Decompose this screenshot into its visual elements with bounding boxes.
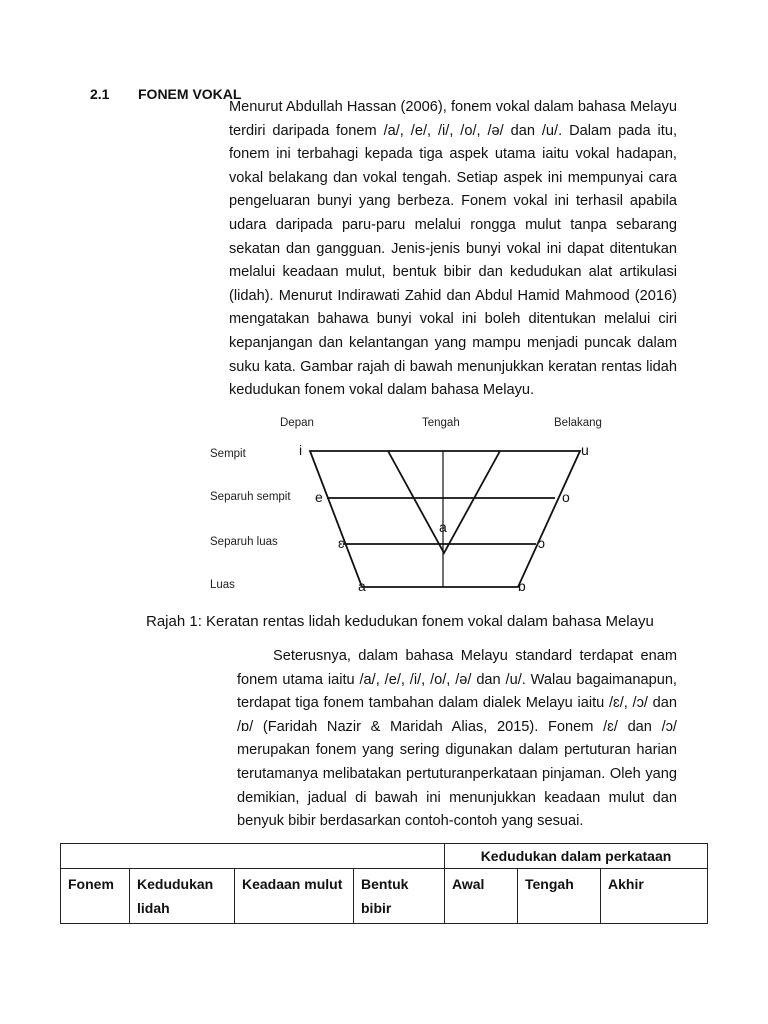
label-close: Sempit	[210, 448, 246, 460]
vowel-a: a	[358, 578, 366, 594]
table-group-header: Kedudukan dalam perkataan	[445, 844, 708, 869]
table-header-row	[61, 869, 708, 924]
vowel-diagram-svg	[200, 408, 620, 598]
section-number: 2.1	[90, 86, 110, 102]
vowel-diagram	[200, 408, 620, 598]
header-awal: Awal	[445, 869, 518, 924]
header-tengah: Tengah	[518, 869, 601, 924]
section-title: FONEM VOKAL	[138, 86, 242, 102]
header-bentuk-bibir: Bentuk bibir	[354, 869, 445, 924]
vowel-e: e	[315, 489, 323, 505]
section-heading	[90, 86, 241, 102]
header-kedudukan-lidah: Kedudukan lidah	[130, 869, 235, 924]
vowel-i: i	[299, 442, 303, 458]
vowel-open-o: ɔ	[538, 535, 545, 551]
header-fonem: Fonem	[61, 869, 130, 924]
vowel-u: u	[581, 442, 589, 458]
vowel-schwa: a	[439, 519, 447, 535]
header-keadaan-mulut: Keadaan mulut	[235, 869, 354, 924]
vowel-open-back: ɒ	[518, 578, 526, 594]
intro-paragraph: Menurut Abdullah Hassan (2006), fonem vokal dalam bahasa Melayu terdiri daripada fonem /a/, /e/, /i/, /o/, /ə/ dan /u/. Dalam pada itu, fonem ini terbahagi kepada tiga aspek utama iaitu vokal hadapan, vokal belakang dan vokal tengah. Setiap aspek ini mempunyai cara pengeluaran bunyi yang berbeza. Fonem vokal ini terhasil apabila udara daripada paru-paru melalui rongga mulut tanpa sebarang sekatan dan gangguan. Jenis-jenis bunyi vokal ini dapat ditentukan melalui keadaan mulut, bentuk bibir dan kedudukan alat artikulasi (lidah). Menurut Indirawati Zahid dan Abdul Hamid Mahmood (2016) mengatakan bahawa bunyi vokal ini boleh ditentukan melalui ciri kepanjangan dan kelantangan yang mampu menjadi puncak dalam suku kata. Gambar rajah di bawah menunjukkan keratan rentas lidah kedudukan fonem vokal dalam bahasa Melayu.	[229, 99, 677, 399]
second-paragraph: Seterusnya, dalam bahasa Melayu standard terdapat enam fonem utama iaitu /a/, /e/, /i/, /o/, /ə/ dan /u/. Walau bagaimanapun, terdapat tiga fonem tambahan dalam dialek Melayu iaitu /ɛ/, /ɔ/ dan /ɒ/ (Faridah Nazir & Maridah Alias, 2015). Fonem /ɛ/ dan /ɔ/ merupakan fonem yang sering digunakan dalam pertuturan harian terutamanya melibatakan pertuturanperkataan pinjaman. Oleh yang demikian, jadual di bawah ini menunjukkan keadaan mulut dan benyuk bibir berdasarkan contoh-contoh yang sesuai.	[237, 648, 677, 830]
label-back: Belakang	[554, 417, 602, 429]
label-front: Depan	[280, 417, 314, 429]
table-group-row	[61, 844, 708, 869]
vowel-o: o	[562, 489, 570, 505]
header-akhir: Akhir	[601, 869, 708, 924]
vowel-table	[60, 843, 708, 924]
label-open-mid: Separuh luas	[210, 536, 278, 548]
label-open: Luas	[210, 579, 235, 591]
label-close-mid: Separuh sempit	[210, 491, 291, 503]
schwa-triangle	[388, 451, 500, 553]
label-central: Tengah	[422, 417, 460, 429]
table-empty-cell	[61, 844, 445, 869]
figure-caption: Rajah 1: Keratan rentas lidah kedudukan fonem vokal dalam bahasa Melayu	[146, 613, 654, 630]
vowel-epsilon: ɛ	[338, 535, 345, 551]
